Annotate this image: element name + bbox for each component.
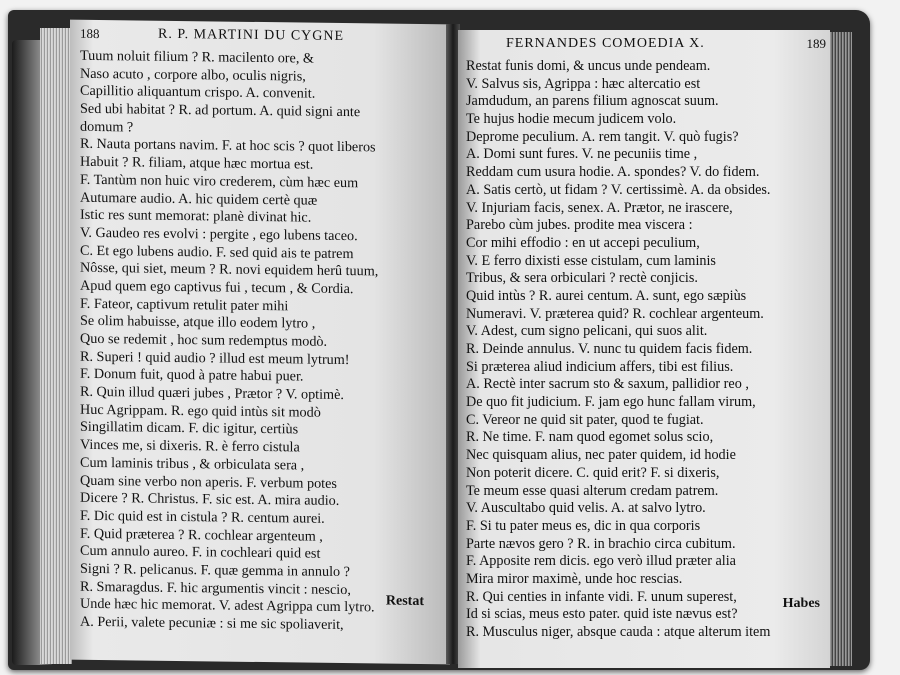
text-line: Quo se redemit , hoc sum redemptus modò.: [80, 330, 328, 350]
text-line: V. E ferro dixisti esse cistulam, cum laminis: [466, 252, 716, 269]
text-line: V. Gaudeo res evolvi : pergite , ego lubens taceo.: [80, 224, 358, 245]
page-stack-left: [40, 28, 72, 664]
text-line: Se olim habuisse, atque illo eodem lytro ,: [80, 313, 316, 332]
text-line: Dicere ? R. Christus. F. sic est. A. mira audio.: [80, 489, 340, 510]
text-line: Nec quisquam alius, nec pater quidem, id hodie: [466, 447, 736, 464]
text-line: Te meum esse quasi alterum credam patrem.: [466, 482, 719, 499]
text-line: domum ?: [80, 118, 134, 136]
text-line: R. Nauta portans navim. F. at hoc scis ? quot liberos: [80, 136, 376, 156]
text-line: Tribus, & sera orbiculari ? rectè conjicis.: [466, 270, 698, 287]
right-running-head: FERNANDES COMOEDIA X.: [506, 36, 705, 51]
text-line: Si præterea aliud indicium affers, tibi est filius.: [466, 358, 734, 375]
text-line: Parebo cùm jubes. prodite mea viscera :: [466, 217, 693, 234]
text-line: Vinces me, si dixeris. R. è ferro cistula: [80, 436, 300, 456]
text-line: Istic res sunt memorat: planè divinat hic.: [80, 206, 312, 226]
text-line: R. Ne time. F. nam quod egomet solus scio,: [466, 429, 714, 446]
text-line: R. Superi ! quid audio ? illud est meum lytrum!: [80, 348, 350, 368]
text-line: Naso acuto , corpore albo, oculis nigris,: [80, 65, 306, 85]
text-line: Cum annulo aureo. F. in cochleari quid est: [80, 543, 321, 562]
text-line: F. Donum fuit, quod à patre habui puer.: [80, 366, 304, 385]
text-line: Numeravi. V. præterea quid? R. cochlear argenteum.: [466, 305, 764, 322]
text-line: Sed ubi habitat ? R. ad portum. A. quid signi ante: [80, 100, 361, 121]
text-line: Quid intùs ? R. aurei centum. A. sunt, ego sæpiùs: [466, 287, 747, 304]
text-line: Tuum noluit filium ? R. macilento ore, &: [80, 47, 314, 67]
text-line: Autumare audio. A. hic quidem certè quæ: [80, 189, 318, 209]
text-line: Deprome peculium. A. rem tangit. V. quò fugis?: [466, 128, 739, 145]
text-line: R. Musculus niger, absque cauda : atque alterum item: [466, 624, 771, 640]
text-line: Nôsse, qui siet, meum ? R. novi equidem herû tuum,: [80, 260, 379, 280]
text-line: Unde hæc hic memorat. V. adest Agrippa cum lytro.: [80, 596, 375, 616]
text-line: Cum laminis tribus , & orbiculata sera ,: [80, 454, 305, 474]
text-line: De quo fit judicium. F. jam ego hunc fallam virum,: [466, 394, 756, 411]
text-line: Restat funis domi, & uncus unde pendeam.: [466, 58, 711, 74]
text-line: Cor mihi effodio : en ut accepi peculium,: [466, 234, 700, 251]
text-line: A. Satis certò, ut fidam ? V. certissimè. A. da obsides.: [466, 181, 771, 198]
text-line: V. Injuriam facis, senex. A. Prætor, ne irascere,: [466, 199, 733, 216]
text-line: F. Quid præterea ? R. cochlear argenteum ,: [80, 525, 323, 545]
text-line: F. Tantùm non huic viro crederem, cùm hæc eum: [80, 171, 359, 192]
text-line: Huc Agrippam. R. ego quid intùs sit modò: [80, 401, 321, 421]
text-line: Singillatim dicam. F. dic igitur, certiùs: [80, 419, 299, 438]
left-text-block: [70, 48, 450, 636]
left-page: [70, 20, 450, 665]
text-line: R. Deinde annulus. V. nunc tu quidem facis fidem.: [466, 341, 753, 357]
text-line: Mira miror maximè, unde hoc rescias.: [466, 570, 683, 587]
text-line: Id si scias, meus esto pater. quid iste nævus est?: [466, 606, 738, 623]
right-catchword: Habes: [782, 596, 820, 611]
text-line: V. Auscultabo quid velis. A. at salvo lytro.: [466, 500, 706, 517]
text-line: R. Smaragdus. F. hic argumentis vincit : nescio,: [80, 578, 351, 598]
text-line: F. Apposite rem dicis. ego verò illud præter alia: [466, 553, 736, 570]
text-line: Reddam cum usura hodie. A. spondes? V. do fidem.: [466, 164, 760, 181]
text-line: Jamdudum, an parens filium agnoscat suum.: [466, 93, 719, 110]
text-line: C. Et ego lubens audio. F. sed quid ais te patrem: [80, 242, 354, 262]
text-line: V. Salvus sis, Agrippa : hæc altercatio est: [466, 75, 701, 92]
text-line: Parte nævos gero ? R. in brachio circa cubitum.: [466, 535, 736, 552]
left-catchword: Restat: [385, 593, 424, 610]
text-line: V. Adest, cum signo pelicani, qui suos alit.: [466, 323, 708, 340]
text-line: Quam sine verbo non aperis. F. verbum potes: [80, 472, 337, 492]
text-line: R. Quin illud quæri jubes , Prætor ? V. optimè.: [80, 383, 344, 404]
text-line: F. Fateor, captivum retulit pater mihi: [80, 295, 289, 314]
text-line: A. Rectè inter sacrum sto & saxum, pallidior reo ,: [466, 376, 749, 393]
text-line: F. Si tu pater meus es, dic in qua corporis: [466, 517, 701, 534]
text-line: A. Perii, valete pecuniæ : si me sic spoliaverit,: [80, 613, 344, 634]
text-line: F. Dic quid est in cistula ? R. centum aurei.: [80, 507, 325, 527]
text-line: A. Domi sunt fures. V. ne pecuniis time ,: [466, 146, 698, 163]
text-line: Non poterit dicere. C. quid erit? F. si dixeris,: [466, 464, 720, 481]
page-stack-right: [828, 32, 852, 666]
right-page-number: 189: [806, 36, 826, 51]
right-page: [458, 30, 830, 668]
left-page-number: 188: [80, 25, 100, 42]
text-line: Te hujus hodie mecum judicem volo.: [466, 111, 677, 128]
text-line: Signi ? R. pelicanus. F. quæ gemma in annulo ?: [80, 560, 350, 581]
text-line: R. Qui centies in infante vidi. F. unum superest,: [466, 588, 737, 605]
left-running-head: R. P. MARTINI DU CYGNE: [158, 26, 345, 45]
text-line: C. Vereor ne quid sit pater, quod te fugiat.: [466, 411, 704, 428]
text-line: Apud quem ego captivus fui , tecum , & Cordia.: [80, 277, 354, 298]
text-line: Capillitio aliquantum crispo. A. convenit.: [80, 83, 316, 103]
text-line: Habuit ? R. filiam, atque hæc mortua est.: [80, 153, 314, 173]
right-text-block: [458, 58, 830, 642]
